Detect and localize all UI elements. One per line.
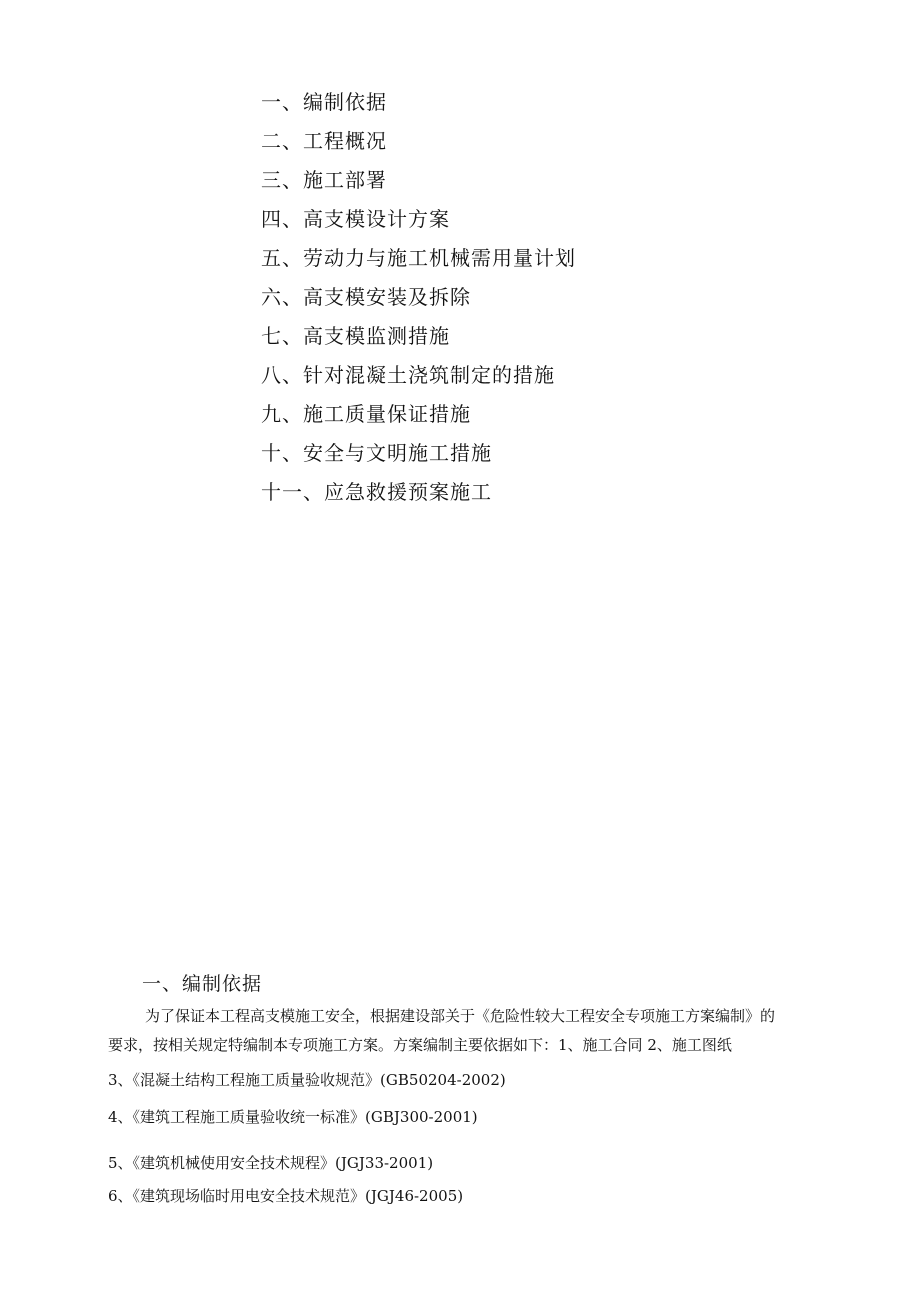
section-paragraph: [108, 1002, 868, 1060]
toc-item-1: 一、编制依据: [261, 90, 387, 114]
table-of-contents: [261, 86, 576, 515]
toc-item-5: 五、劳动力与施工机械需用量计划: [261, 246, 576, 270]
toc-item-4: 四、高支模设计方案: [261, 207, 450, 231]
reference-item-3: 3、《混凝土结构工程施工质量验收规范》(GB50204-2002): [108, 1071, 506, 1089]
toc-item-11: 十一、应急救援预案施工: [261, 480, 492, 504]
reference-item-6: 6、《建筑现场临时用电安全技术规范》(JGJ46-2005): [108, 1187, 464, 1205]
toc-item-2: 二、工程概况: [261, 129, 387, 153]
section-title: 一、编制依据: [142, 973, 263, 995]
reference-item-5: 5、《建筑机械使用安全技术规程》(JGJ33-2001): [108, 1154, 434, 1172]
paragraph-line-1: 为了保证本工程高支模施工安全，根据建设部关于《危险性较大工程安全专项施工方案编制》的: [145, 1007, 776, 1025]
reference-item-4: 4、《建筑工程施工质量验收统一标准》(GBJ300-2001): [108, 1108, 478, 1126]
toc-item-6: 六、高支模安装及拆除: [261, 285, 471, 309]
toc-item-9: 九、施工质量保证措施: [261, 402, 471, 426]
toc-item-3: 三、施工部署: [261, 168, 387, 192]
basis-section: [108, 966, 868, 1208]
reference-list: [108, 1068, 868, 1208]
toc-item-8: 八、针对混凝土浇筑制定的措施: [261, 363, 555, 387]
toc-item-10: 十、安全与文明施工措施: [261, 441, 492, 465]
toc-item-7: 七、高支模监测措施: [261, 324, 450, 348]
paragraph-line-2: 要求，按相关规定特编制本专项施工方案。方案编制主要依据如下：1、施工合同 2、施工图纸: [108, 1036, 732, 1054]
